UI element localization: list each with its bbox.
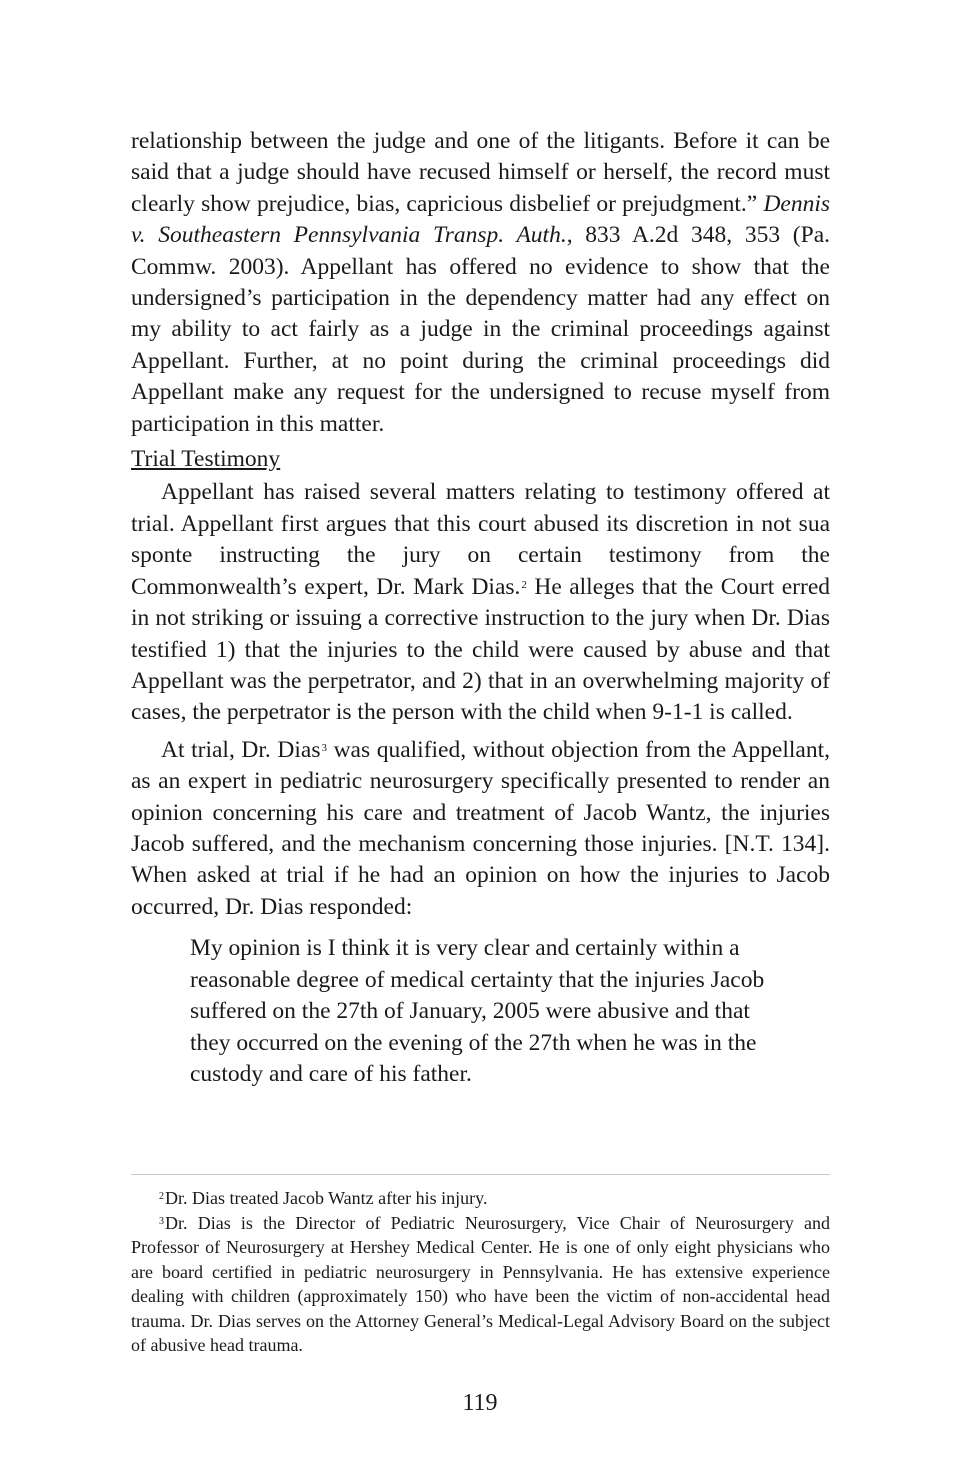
paragraph-recusal [131, 126, 830, 440]
footnotes-section [131, 1186, 830, 1358]
page-number: 119 [462, 1390, 498, 1416]
paragraph-expert-qualification [131, 735, 830, 923]
footnote-marker-3: 3 [159, 1215, 164, 1227]
section-heading-trial-testimony: Trial Testimony [131, 446, 281, 473]
footnote-divider [131, 1174, 830, 1175]
case-citation: Dennis v. Southeastern Pennsylvania Transp. Auth. [131, 190, 831, 249]
footnote-3-text: Dr. Dias is the Director of Pediatric Neurosurgery, Vice Chair of Neurosurgery and Professor of Neurosurgery at Hershey Medical Center. He is one of only eight physicians who are board certified in pediatric neurosurgery in Pennsylvania. He has extensive experience dealing with children (approximately 150) who have been the victim of non-accidental head trauma. Dr. Dias serves on the Attorney General’s Medical-Legal Advisory Board on the subject of abusive head trauma. [131, 1212, 830, 1355]
page-body [131, 126, 830, 1091]
paragraph-trial-testimony-rest: He alleges that the Court erred in not striking or issuing a corrective instruction to the jury when Dr. Dias testified 1) that the injuries to the child were caused by abuse and that Appellant was the perpetrator, and 2) that in an overwhelming majority of cases, the perpetrator is the person with the child when 9-1-1 is called. [131, 573, 830, 726]
footnote-2-text: Dr. Dias treated Jacob Wantz after his injury. [165, 1188, 488, 1208]
block-quote-testimony: My opinion is I think it is very clear and certainly within a reasonable degree of medical certainty that the injuries Jacob suffered on the 27th of January, 2005 were abusive and that they occurred on the evening of the 27th when he was in the custody and care of his father. [190, 935, 765, 1088]
footnote-3 [131, 1211, 830, 1358]
paragraph-trial-testimony-text: Appellant has raised several matters relating to testimony offered at trial. Appellant first argues that this court abused its discretion in not sua sponte instructing the jury on certain testimony from the Commonwealth’s expert, Dr. Mark Dias. [131, 479, 830, 600]
footnote-marker-2: 2 [159, 1191, 164, 1202]
footnote-2 [131, 1186, 830, 1211]
paragraph-recusal-rest: , 833 A.2d 348, 353 (Pa. Commw. 2003). Appellant has offered no evidence to show that the undersigned’s participation in the dependency matter had any effect on my ability to act fairly as a judge in the criminal proceedings against Appellant. Further, at no point during the criminal proceedings did Appellant make any request for the undersigned to recuse myself from participation in this matter. [131, 222, 830, 437]
paragraph-recusal-text: relationship between the judge and one of the litigants. Before it can be said that a judge should have recused himself or herself, the record must clearly show prejudice, bias, capricious disbelief or prejudgment.” [131, 128, 830, 217]
footnote-ref-3[interactable]: 3 [321, 741, 327, 754]
paragraph-expert-rest: was qualified, without objection from the Appellant, as an expert in pediatric neurosurgery specifically presented to render an opinion concerning his care and treatment of Jacob Wantz, the injuries Jacob suffered, and the mechanism concerning those injuries. [N.T. 134]. When asked at trial if he had an opinion on how the injuries to Jacob occurred, Dr. Dias responded: [131, 736, 830, 920]
paragraph-expert-text: At trial, Dr. Dias [161, 736, 321, 763]
paragraph-trial-testimony [131, 477, 830, 728]
footnote-ref-2[interactable]: 2 [521, 578, 527, 591]
